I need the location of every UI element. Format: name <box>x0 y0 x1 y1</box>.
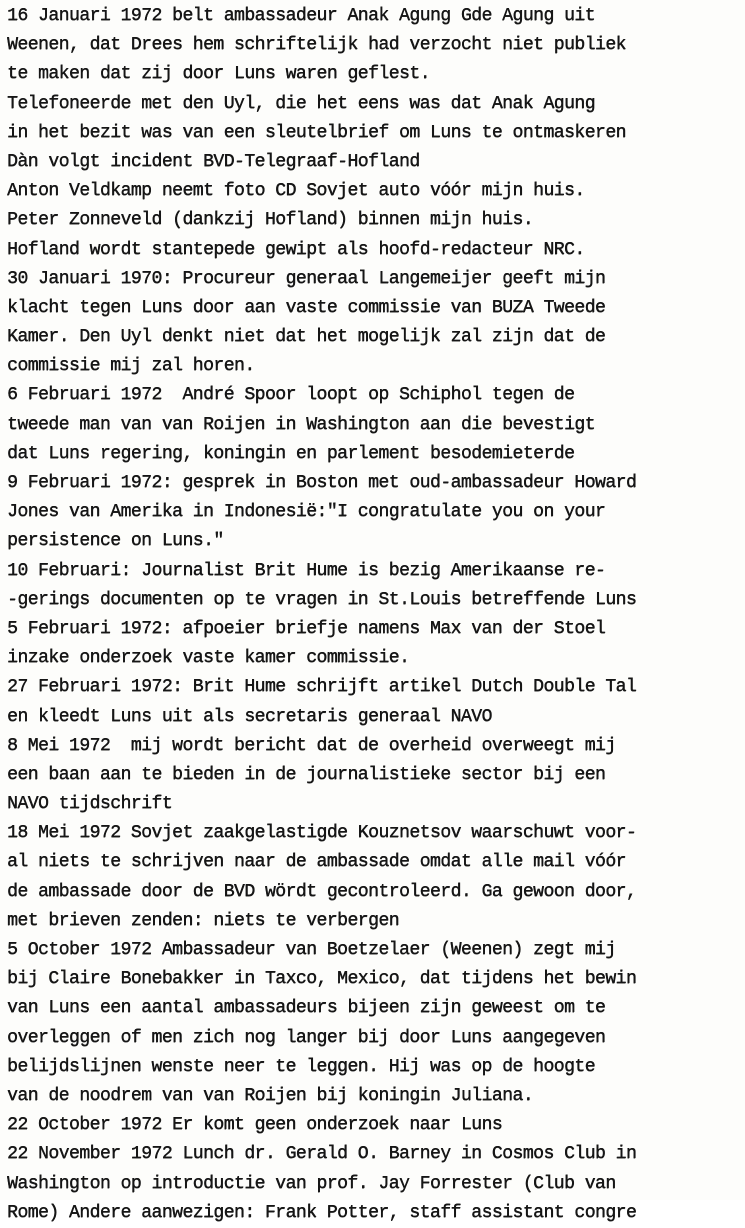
text-line: een baan aan te bieden in de journalistieke sector bij een <box>7 764 606 785</box>
text-line: al niets te schrijven naar de ambassade omdat alle mail vóór <box>7 852 626 873</box>
text-line: Rome) Andere aanwezigen: Frank Potter, staff assistant congre <box>7 1202 637 1223</box>
text-line: 8 Mei 1972 mij wordt bericht dat de overheid overweegt mij <box>7 735 616 756</box>
text-line: 5 Februari 1972: afpoeier briefje namens Max van der Stoel <box>7 618 606 639</box>
text-line: bij Claire Bonebakker in Taxco, Mexico, dat tijdens het bewin <box>7 969 637 990</box>
text-line: tweede man van van Roijen in Washington aan die bevestigt <box>7 414 595 435</box>
text-line: 22 October 1972 Er komt geen onderzoek naar Luns <box>7 1115 503 1136</box>
text-line: 9 Februari 1972: gesprek in Boston met oud-ambassadeur Howard <box>7 473 637 493</box>
text-line: 30 Januari 1970: Procureur generaal Langemeijer geeft mijn <box>7 268 606 289</box>
text-line: klacht tegen Luns door aan vaste commissie van BUZA Tweede <box>7 297 606 318</box>
text-line: 10 Februari: Journalist Brit Hume is bezig Amerikaanse re- <box>7 560 606 581</box>
text-line: Peter Zonneveld (dankzij Hofland) binnen mijn huis. <box>7 210 534 231</box>
text-line: overleggen of men zich nog langer bij door Luns aangegeven <box>7 1027 606 1048</box>
text-body <box>7 2 742 1228</box>
text-line: 16 Januari 1972 belt ambassadeur Anak Agung Gde Agung uit <box>7 6 595 26</box>
text-line: Dàn volgt incident BVD-Telegraaf-Hofland <box>7 151 420 172</box>
text-line: te maken dat zij door Luns waren geflest. <box>7 64 430 85</box>
text-line: inzake onderzoek vaste kamer commissie. <box>7 648 410 669</box>
text-line: 6 Februari 1972 André Spoor loopt op Schiphol tegen de <box>7 385 575 406</box>
text-line: in het bezit was van een sleutelbrief om Luns te ontmaskeren <box>7 122 626 143</box>
text-line: Washington op introductie van prof. Jay Forrester (Club van <box>7 1173 616 1194</box>
text-line: van Luns een aantal ambassadeurs bijeen zijn geweest om te <box>7 998 606 1019</box>
text-line: en kleedt Luns uit als secretaris generaal NAVO <box>7 706 492 727</box>
text-line: Hofland wordt stantepede gewipt als hoofd-redacteur NRC. <box>7 239 585 260</box>
text-line: Kamer. Den Uyl denkt niet dat het mogelijk zal zijn dat de <box>7 327 606 348</box>
text-line: Jones van Amerika in Indonesië:"I congratulate you on your <box>7 502 606 523</box>
text-line: Anton Veldkamp neemt foto CD Sovjet auto vóór mijn huis. <box>7 181 585 202</box>
text-line: van de noodrem van van Roijen bij koningin Juliana. <box>7 1085 534 1106</box>
text-line: dat Luns regering, koningin en parlement besodemieterde <box>7 443 575 464</box>
text-line: -gerings documenten op te vragen in St.Louis betreffende Luns <box>7 589 637 610</box>
text-line: commissie mij zal horen. <box>7 356 255 377</box>
text-line: de ambassade door de BVD wördt gecontroleerd. Ga gewoon door, <box>7 881 637 902</box>
text-line: belijdslijnen wenste neer te leggen. Hij was op de hoogte <box>7 1056 595 1077</box>
text-line: 27 Februari 1972: Brit Hume schrijft artikel Dutch Double Tal <box>7 677 637 698</box>
text-line: met brieven zenden: niets te verbergen <box>7 910 399 931</box>
text-line: 5 October 1972 Ambassadeur van Boetzelaer (Weenen) zegt mij <box>7 940 616 960</box>
text-line: 22 November 1972 Lunch dr. Gerald O. Barney in Cosmos Club in <box>7 1144 637 1165</box>
text-line: NAVO tijdschrift <box>7 794 173 815</box>
text-line: Telefoneerde met den Uyl, die het eens was dat Anak Agung <box>7 93 595 114</box>
text-line: 18 Mei 1972 Sovjet zaakgelastigde Kouznetsov waarschuwt voor- <box>7 823 637 844</box>
text-line: Weenen, dat Drees hem schriftelijk had verzocht niet publiek <box>7 35 626 56</box>
text-line: persistence on Luns." <box>7 531 224 552</box>
